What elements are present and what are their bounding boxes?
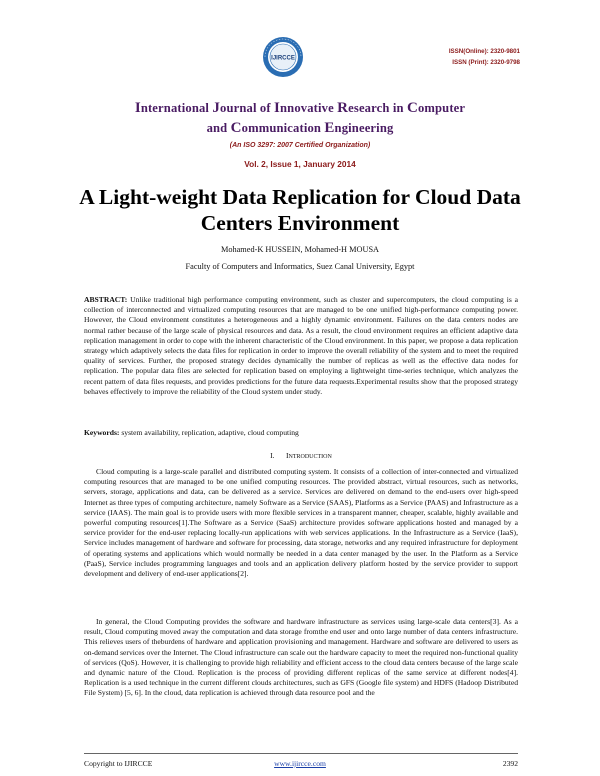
volume-issue: Vol. 2, Issue 1, January 2014 xyxy=(244,159,356,169)
journal-title-line1 xyxy=(40,98,560,118)
page-number: 2392 xyxy=(502,759,518,768)
journal-title-line2 xyxy=(40,118,560,138)
footer-website-link[interactable]: www.ijircce.com xyxy=(274,759,326,768)
journal-title-word: ommunication xyxy=(241,121,325,135)
iso-certification: (An ISO 3297: 2007 Certified Organization) xyxy=(229,142,371,149)
abstract-label: ABSTRACT: xyxy=(84,295,128,304)
journal-title-word: nternational xyxy=(140,101,213,115)
journal-title-initial: I xyxy=(134,100,141,116)
affiliation: Faculty of Computers and Informatics, Suez Canal University, Egypt xyxy=(185,262,415,271)
paper-title-line2: Centers Environment xyxy=(200,211,400,235)
journal-title-initial: E xyxy=(324,120,335,136)
paper-title-line1: A Light-weight Data Replication for Cloud Data xyxy=(79,185,521,209)
journal-title-initial: C xyxy=(230,120,242,136)
intro-paragraph-2: In general, the Cloud Computing provides the software and hardware infrastructure as services using large-scale data centers[3]. As a result, Cloud computing moved away the computation and data storage fromthe end user and onto large number of data centers infrastructure. This relieves users of theburdens of hardware and application provisioning and management. Hardware and software are delivered to users as on-demand services over the Internet. The Cloud infrastructure can scale out the hardware capacity to meet the required non-functional quality of services (QoS). However, it is challenging to provide high reliability and efficient access to the cloud data centers because of the large scale and dynamic nature of the Cloud. Replication is the process of providing different replicas of the same service at different nodes[4]. Replication is a used technique in the current different clouds architectures, such as GFS (Google file system) and HDFS (Hadoop Distributed File System) [5, 6]. In the cloud, data replication is achieved through data resource pool and the xyxy=(84,617,518,698)
keywords xyxy=(84,428,518,438)
abstract-text: Unlike traditional high performance computing environment, such as cluster and supercomputers, the cloud computing is a collection of interconnected and virtualized computing resources that are managed to be one unified high-performance computing power. However, the Cloud environment constitutes a heterogeneous and a highly dynamic environment. Failures on the data centers nodes are normal rather because of the large scale of physical resources and data. As a result, the cloud environment requires an efficient adaptive data replication management in order to cope with the inherent characteristic of the Cloud environment. In this paper, we propose a data replication strategy which adaptively selects the data files for replication in order to improve the overall reliability of the system and to meet the required quality of services. Further, the proposed strategy decides dynamically the number of replicas as well as the effective data nodes for replication. The popular data files are selected for replication based on employing a lightweight time-series technique, which analyzes the recent pattern of data files requests, and provides predictions for the future data requests.Experimental results show that the proposed strategy behaves effectively to improve the reliability of the Cloud system under study. xyxy=(84,295,518,396)
journal-title-initial: R xyxy=(337,100,349,116)
keywords-text: system availability, replication, adaptive, cloud computing xyxy=(119,428,299,437)
footer-copyright: Copyright to IJIRCCE xyxy=(84,759,153,768)
issn-online: ISSN(Online): 2320-9801 xyxy=(448,48,520,55)
section-heading xyxy=(84,451,518,460)
section-number: I. xyxy=(270,451,275,460)
journal-title-word: nnovative xyxy=(280,101,338,115)
keywords-label: Keywords: xyxy=(84,428,120,437)
journal-title-initial: J xyxy=(212,100,221,116)
logo-text: IJIRCCE xyxy=(271,55,295,62)
journal-title-word: ngineering xyxy=(334,121,394,135)
footer-divider xyxy=(84,753,518,754)
journal-title-word: and xyxy=(206,121,231,135)
journal-title-word: esearch in xyxy=(348,101,407,115)
section-title-rest: NTRODUCTION xyxy=(288,454,332,460)
journal-title xyxy=(40,98,560,138)
journal-title-word: ournal of xyxy=(220,101,275,115)
journal-logo xyxy=(262,36,304,78)
journal-title-initial: I xyxy=(274,100,281,116)
paper-title xyxy=(40,184,560,236)
issn-block xyxy=(380,46,520,68)
issn-print: ISSN (Print): 2320-9798 xyxy=(452,59,520,66)
authors: Mohamed-K HUSSEIN, Mohamed-H MOUSA xyxy=(220,245,380,254)
abstract xyxy=(84,295,518,397)
journal-title-word: omputer xyxy=(417,101,466,115)
section-title-first: I xyxy=(285,451,289,460)
intro-paragraph-1: Cloud computing is a large-scale parallel and distributed computing system. It consists of a collection of inter-connected and virtualized computing resources that are managed to be one unified computing resources. The provided abstract, virtual resources, such as networks, servers, storage, applications and data, can be delivered as a service. Services are delivered on demand to the end-users over high-speed Internet as three types of computing architecture, namely Software as a Service (SAAS), Platforms as a Service (PAAS) and Infrastructure as a service (IAAS). The main goal is to provide users with more flexible services in a transparent manner, cheaper, scalable, highly available and powerful computing resources[1].The Software as a Service (SaaS) architecture provides software applications hosted and managed by a service provider for the end-user replacing locally-run applications with web services applications. In the Infrastructure as a Service (IaaS), Service includes management of hardware and software for processing, data storage, networks and any required infrastructure for deployment of operating systems and applications which would normally be needed in a data center managed by the user. In the Platform as a Service (PaaS), Service includes programming languages and tools and an application delivery platform hosted by the service provider to support development and delivery of end-user applications[2]. xyxy=(84,467,518,579)
journal-title-initial: C xyxy=(406,100,418,116)
